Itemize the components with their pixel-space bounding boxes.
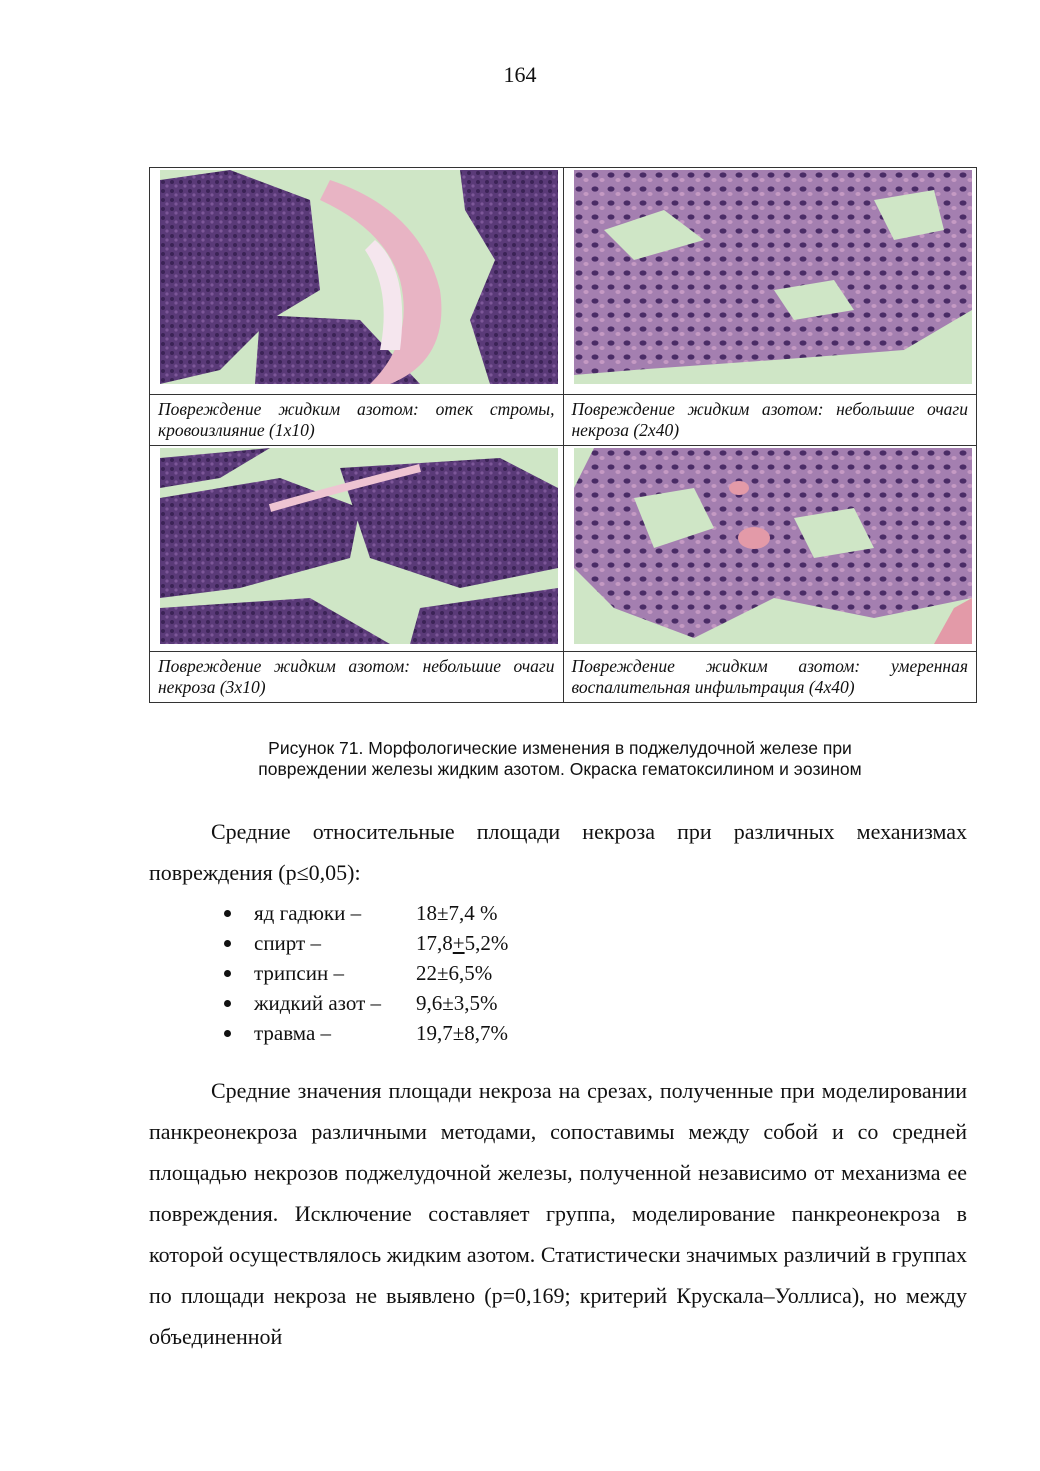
- figure-caption-4: Повреждение жидким азотом: умеренная воспалительная инфильтрация (4х40): [563, 652, 977, 703]
- figure-caption: [150, 738, 970, 780]
- micrograph-1: [160, 170, 558, 384]
- list-item: [224, 1018, 508, 1048]
- figure-caption-3: Повреждение жидким азотом: небольшие очаги некроза (3х10): [150, 652, 564, 703]
- paragraph-2: [149, 1070, 967, 1357]
- micrograph-2: [574, 170, 972, 384]
- bullet-label: травма –: [254, 1021, 332, 1045]
- bullet-list: [224, 898, 508, 1048]
- bullet-icon: [224, 910, 231, 917]
- bullet-value-part: 5,2%: [464, 931, 509, 955]
- bullet-label: спирт –: [254, 931, 321, 955]
- list-item: [224, 898, 508, 928]
- figure-caption-1: Повреждение жидким азотом: отек стромы, кровоизлияние (1х10): [150, 395, 564, 446]
- bullet-value: 19,7±8,7%: [416, 1021, 509, 1045]
- paragraph-2-text: Средние значения площади некроза на срезах, полученные при моделировании панкреонекроза различными методами, сопоставимы между собой и со средней площадью некрозов поджелудочной железы, полученной независимо от механизма ее повреждения. Исключение составляет группа, моделирование панкреонекроза в которой осуществлялось жидким азотом. Статистически значимых различий в группах по площади некроза не выявлено (p=0,169; критерий Крускала–Уоллиса), но между объединенной: [149, 1078, 967, 1349]
- bullet-value-part: 17,8: [416, 931, 453, 955]
- micrograph-3: [160, 448, 558, 644]
- bullet-icon: [224, 1030, 231, 1037]
- figure-cell-3: [150, 446, 564, 652]
- figure-caption-line-1: Рисунок 71. Морфологические изменения в поджелудочной железе при: [268, 738, 852, 758]
- figure-caption-2: Повреждение жидким азотом: небольшие очаги некроза (2х40): [563, 395, 977, 446]
- page-number: 164: [503, 62, 537, 87]
- paragraph-1-text: Средние относительные площади некроза при различных механизмах повреждения (p≤0,05):: [149, 819, 967, 885]
- figure-cell-1: [150, 168, 564, 395]
- list-item: [224, 928, 508, 958]
- figure-cell-2: [563, 168, 977, 395]
- bullet-label: трипсин –: [254, 961, 344, 985]
- list-item: [224, 988, 508, 1018]
- figure-cell-4: [563, 446, 977, 652]
- bullet-value: 9,6±3,5%: [416, 991, 498, 1015]
- figure-caption-line-2: повреждении железы жидким азотом. Окраска гематоксилином и эозином: [258, 759, 862, 779]
- bullet-icon: [224, 940, 231, 947]
- bullet-value-pm: +: [452, 931, 465, 955]
- bullet-label: жидкий азот –: [254, 991, 382, 1015]
- bullet-value: 22±6,5%: [416, 961, 493, 985]
- bullet-icon: [224, 970, 231, 977]
- bullet-icon: [224, 1000, 231, 1007]
- paragraph-1: [149, 811, 967, 893]
- list-item: [224, 958, 508, 988]
- bullet-value: 18±7,4 %: [416, 901, 498, 925]
- bullet-label: яд гадюки –: [254, 901, 362, 925]
- figure-table: [149, 167, 977, 703]
- bullet-value: [416, 931, 508, 955]
- micrograph-4: [574, 448, 972, 644]
